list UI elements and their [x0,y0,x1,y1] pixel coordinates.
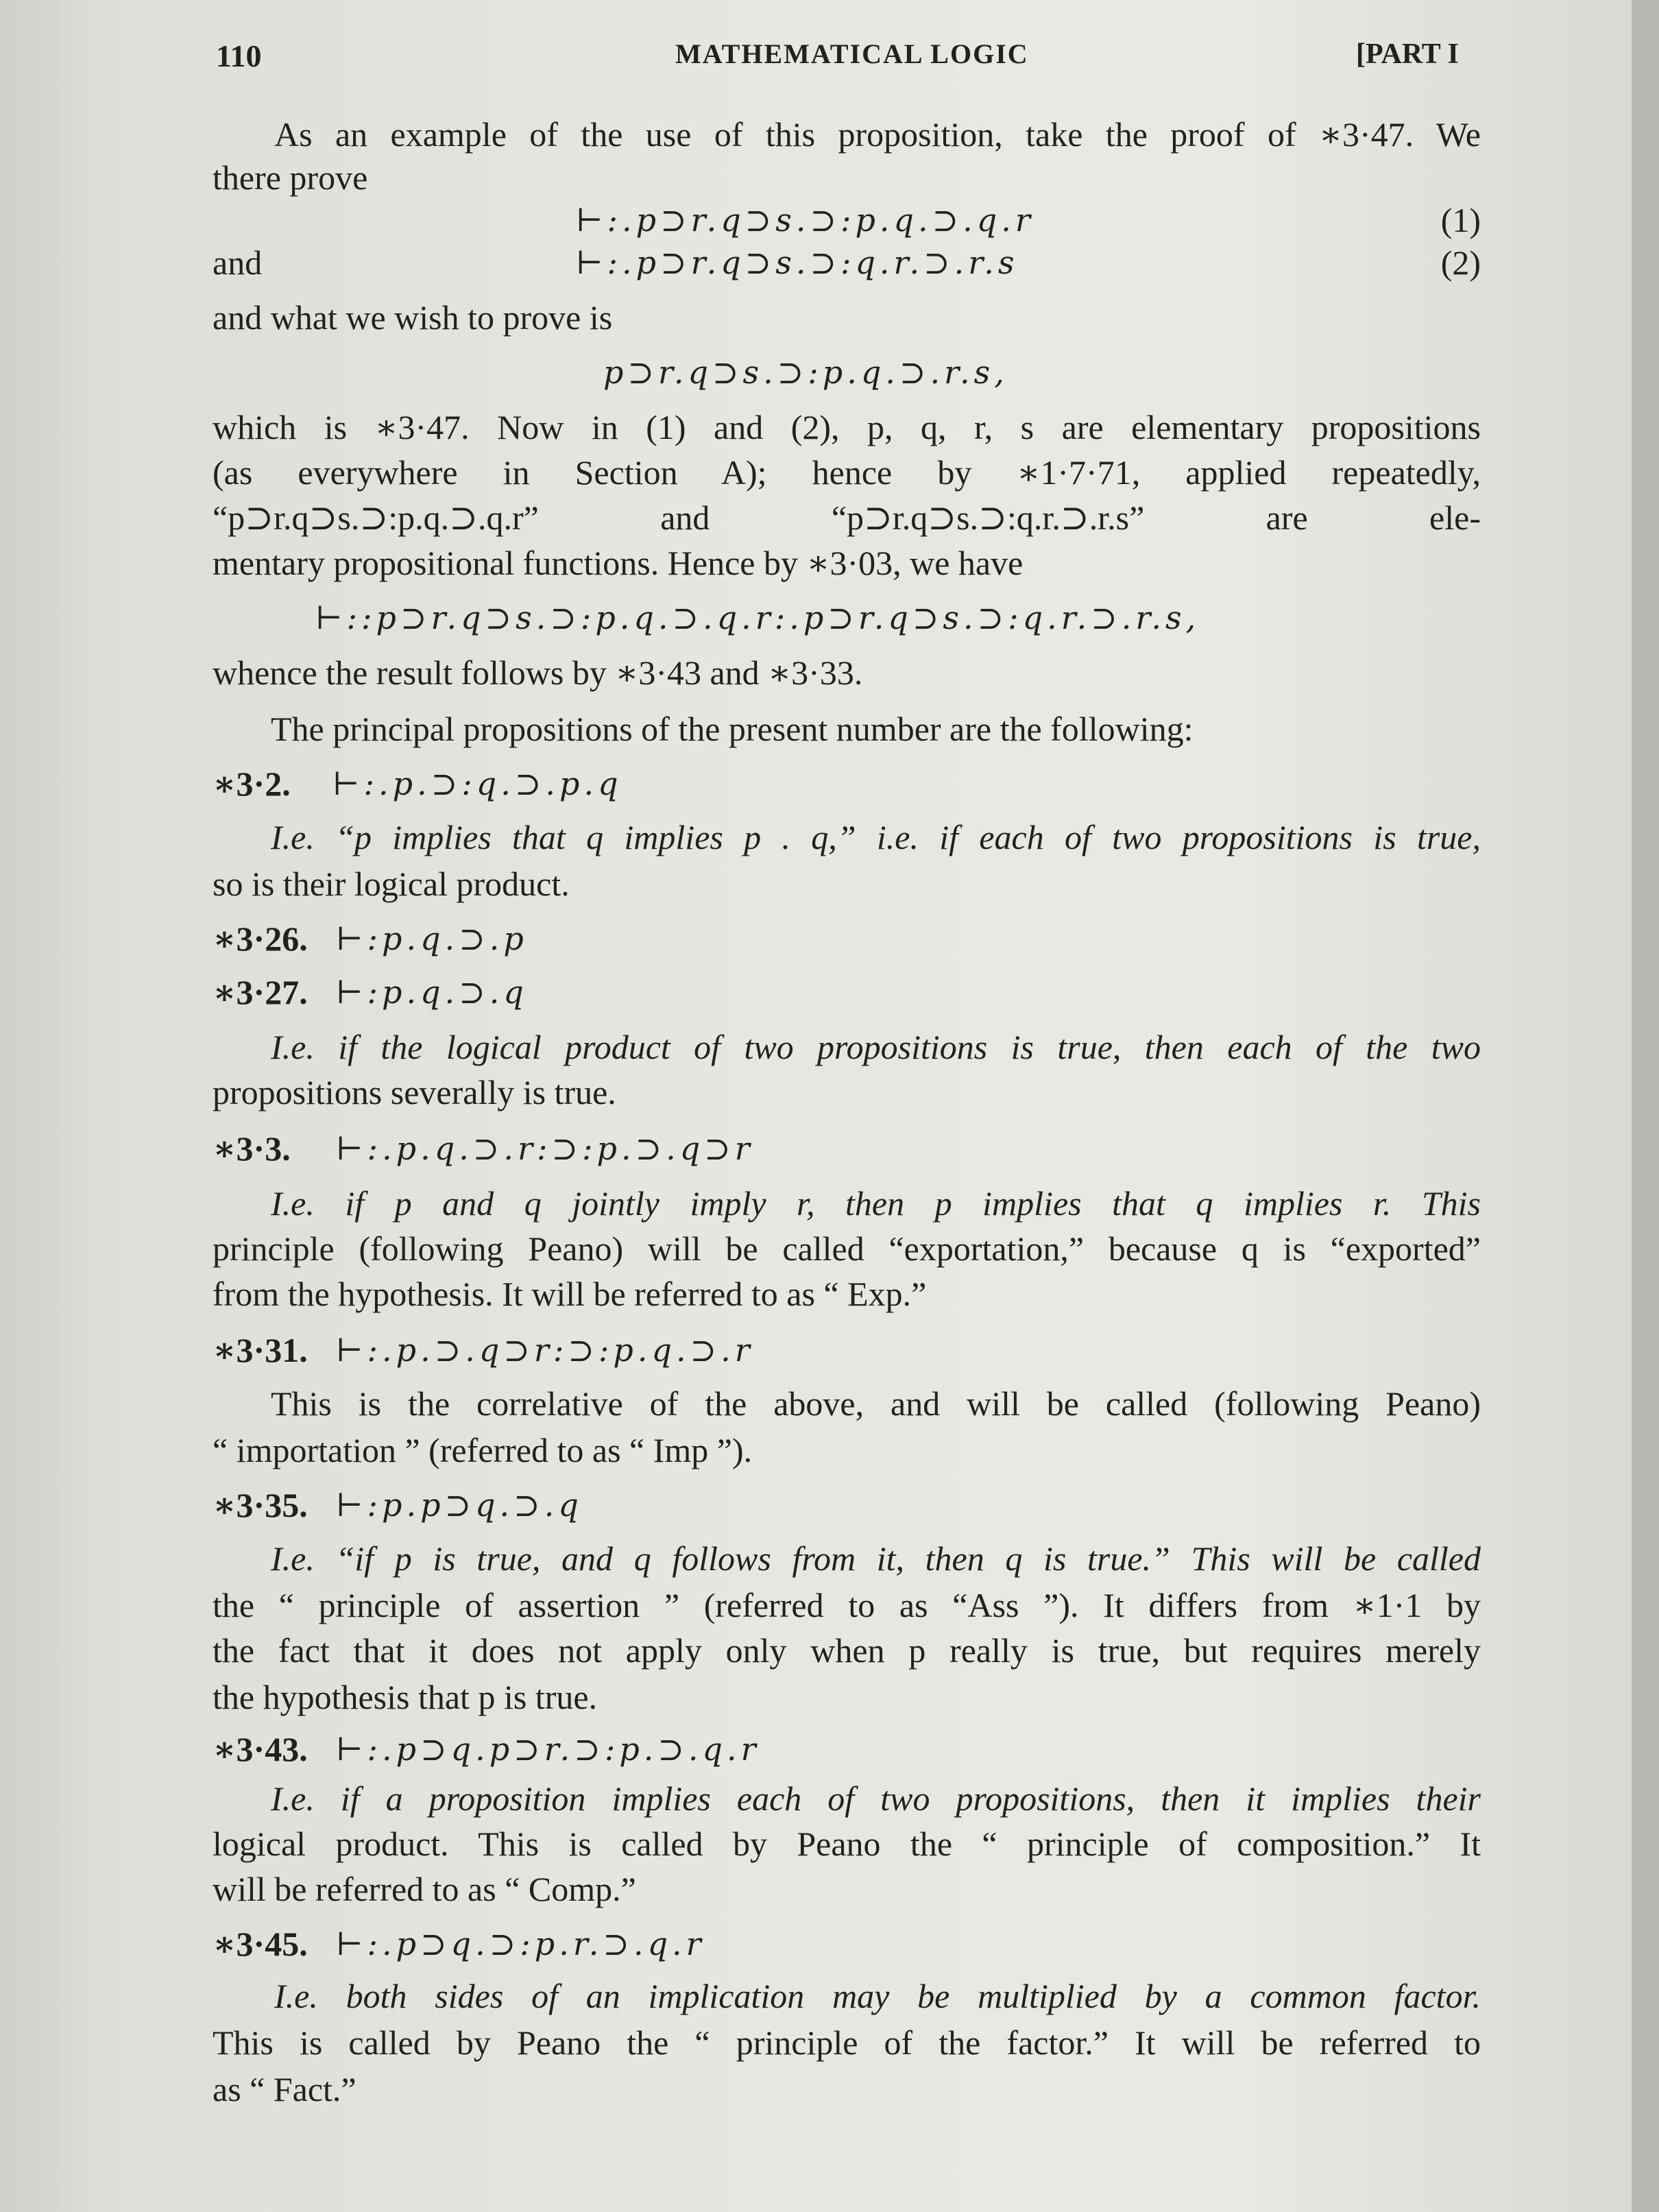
text-line: I.e. if the logical product of two propositions is true, then each of the two [271,1028,1481,1066]
proposition-number: ∗3·43. [213,1730,308,1768]
formula: ⊢:.p.q.⊃.r:⊃:p.⊃.q⊃r [336,1130,754,1167]
formula: ⊢:p.p⊃q.⊃.q [336,1487,583,1524]
proposition-number: ∗3·35. [213,1486,308,1524]
proposition-number: ∗3·2. [213,765,291,803]
page-number: 110 [216,38,262,73]
text-line: propositions severally is true. [213,1073,616,1111]
text-line: so is their logical product. [213,865,570,903]
proposition-number: ∗3·31. [213,1331,308,1369]
text-line: This is called by Peano the “ principle of the factor.” It will be referred to [213,2023,1481,2062]
text-line: The principal propositions of the present number are the following: [271,710,1194,748]
proposition-3-27 [213,971,1481,1013]
page-edge-shadow [1632,0,1659,2212]
text-line: whence the result follows by ∗3·43 and ∗3·33. [213,653,863,692]
text-line: I.e. if p and q jointly imply r, then p implies that q implies r. This [271,1184,1481,1223]
formula: ⊢:.p.⊃:q.⊃.p.q [332,765,622,802]
proposition-3-3 [213,1127,1481,1170]
conjunction: and [213,243,263,282]
proposition-number: ∗3·26. [213,919,308,958]
proposition-number: ∗3·27. [213,973,308,1011]
text-line: (as everywhere in Section A); hence by ∗1·7·71, applied repeatedly, [213,453,1481,492]
proposition-3-35 [213,1484,1481,1526]
text-line: as “ Fact.” [213,2070,356,2108]
text-line: “ importation ” (referred to as “ Imp ”). [213,1431,753,1469]
part-label: [PART I [1356,38,1459,70]
formula: ⊢:.p⊃r.q⊃s.⊃:q.r.⊃.r.s [576,244,1019,281]
formula: ⊢:.p.⊃.q⊃r:⊃:p.q.⊃.r [336,1332,754,1369]
text-line: mentary propositional functions. Hence by ∗3·03, we have [213,544,1024,582]
text-line: logical product. This is called by Peano the “ principle of composition.” It [213,1825,1481,1863]
proposition-number: ∗3·3. [213,1129,291,1168]
text-line: the hypothesis that p is true. [213,1678,598,1716]
formula: p⊃r.q⊃s.⊃:p.q.⊃.r.s, [603,354,1008,391]
formula: ⊢:.p⊃q.p⊃r.⊃:p.⊃.q.r [336,1731,760,1768]
text-line: and what we wish to prove is [213,298,613,337]
text-line: I.e. “p implies that q implies p . q,” i.e. if each of two propositions is true, [271,818,1481,856]
proposition-3-43 [213,1728,1481,1770]
proposition-3-26 [213,917,1481,960]
running-title: MATHEMATICAL LOGIC [675,38,1029,69]
formula: ⊢:.p⊃q.⊃:p.r.⊃.q.r [336,1925,705,1962]
equation-number: (1) [1440,201,1481,239]
text-line: I.e. both sides of an implication may be multiplied by a common factor. [274,1977,1481,2015]
text-line: there prove [213,158,368,197]
text-line: from the hypothesis. It will be referred to as “ Exp.” [213,1275,927,1313]
text-line: As an example of the use of this proposition, take the proof of ∗3·47. We [274,115,1481,154]
formula: ⊢:p.q.⊃.p [336,920,528,957]
proposition-number: ∗3·45. [213,1925,308,1963]
text-line: will be referred to as “ Comp.” [213,1870,636,1908]
text-line: which is ∗3·47. Now in (1) and (2), p, q, r, s are elementary propositions [213,408,1481,446]
proposition-3-31 [213,1329,1481,1371]
text-line: principle (following Peano) will be called “exportation,” because q is “exported” [213,1229,1481,1268]
text-line: “p⊃r.q⊃s.⊃:p.q.⊃.q.r” and “p⊃r.q⊃s.⊃:q.r.⊃.r.s” are ele- [213,498,1481,537]
proposition-3-45 [213,1923,1481,1965]
text-line: I.e. “if p is true, and q follows from it, then q is true.” This will be called [271,1539,1481,1578]
text-line: This is the correlative of the above, and will be called (following Peano) [271,1384,1481,1423]
formula: ⊢::p⊃r.q⊃s.⊃:p.q.⊃.q.r:.p⊃r.q⊃s.⊃:q.r.⊃.r.s, [315,599,1200,636]
formula-line-2 [213,241,1481,284]
formula: ⊢:p.q.⊃.q [336,974,528,1011]
text-line: I.e. if a proposition implies each of two propositions, then it implies their [271,1779,1481,1818]
text-line: the fact that it does not apply only when p really is true, but requires merely [213,1631,1481,1670]
equation-number: (2) [1440,243,1481,282]
proposition-3-2 [213,762,1481,805]
text-line: the “ principle of assertion ” (referred to as “Ass ”). It differs from ∗1·1 by [213,1586,1481,1624]
formula: ⊢:.p⊃r.q⊃s.⊃:p.q.⊃.q.r [576,202,1034,239]
